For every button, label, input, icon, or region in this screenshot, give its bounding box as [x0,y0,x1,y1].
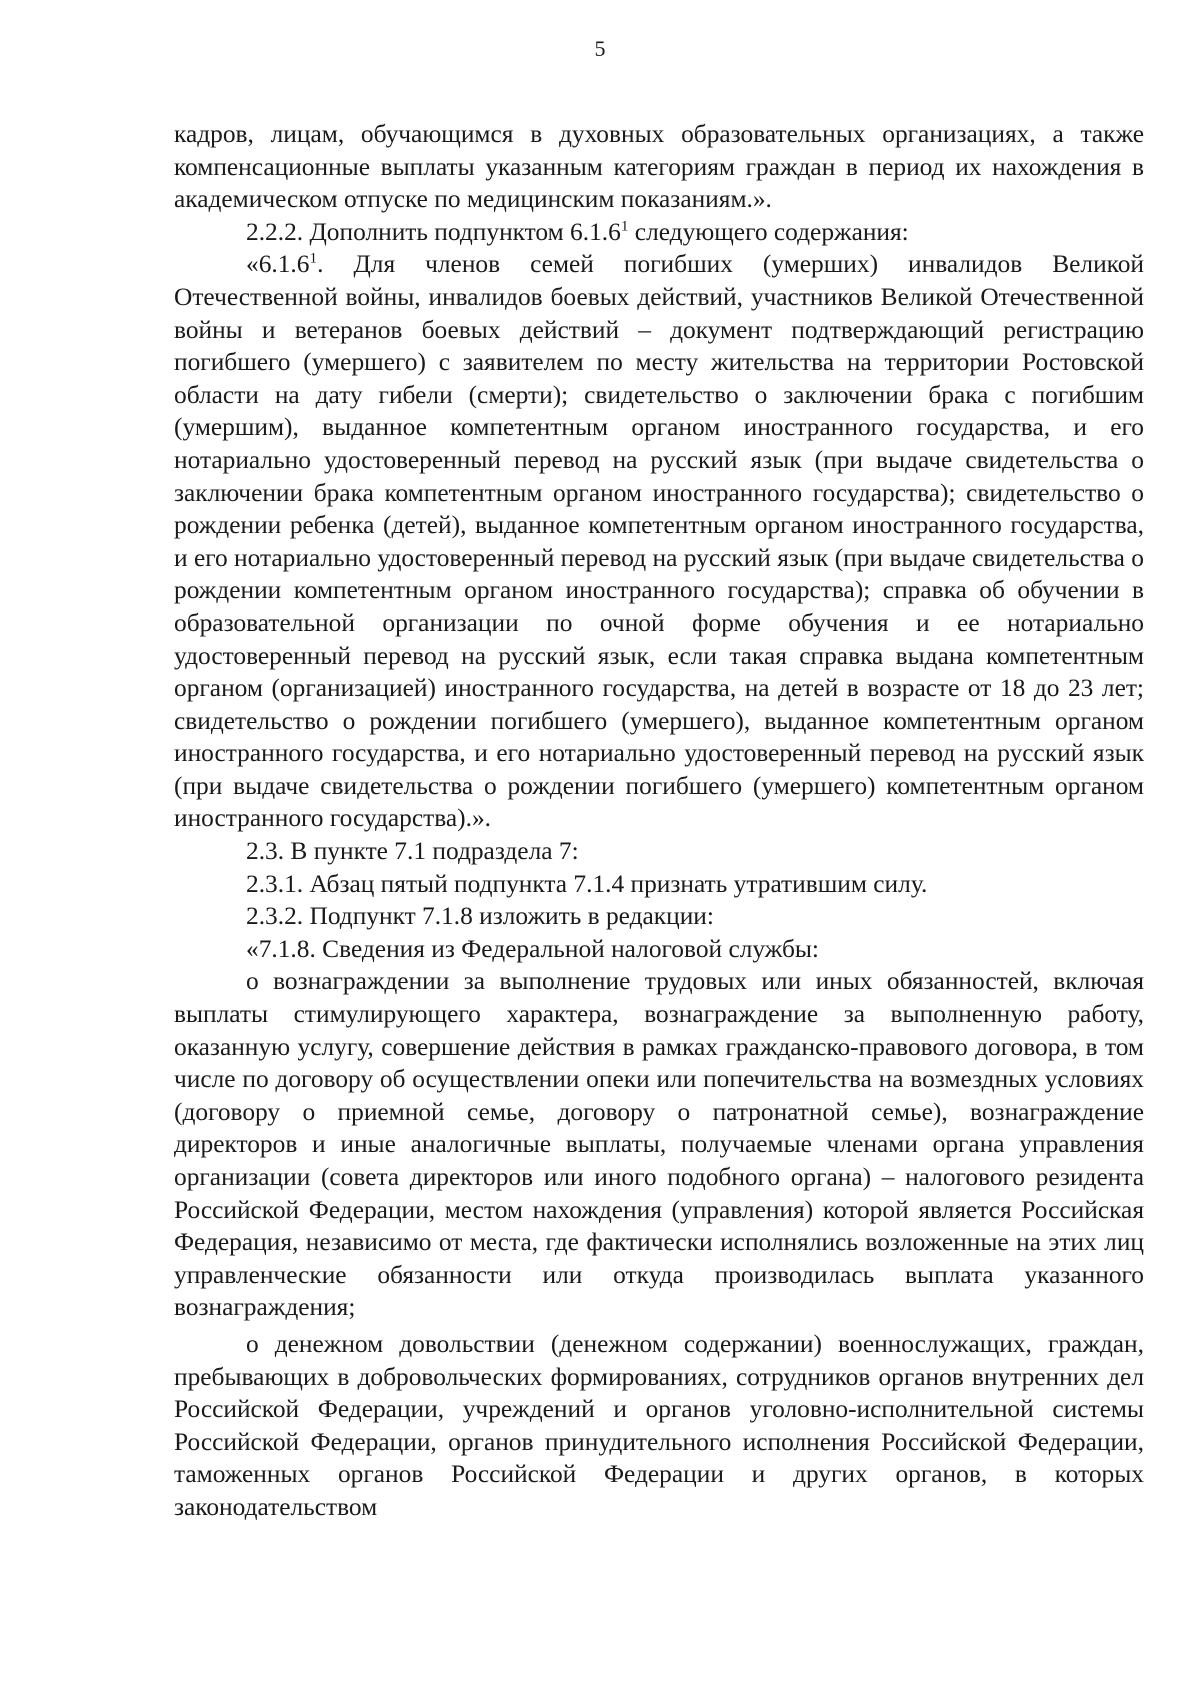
superscript: 1 [620,217,629,235]
page-number: 5 [594,36,606,61]
paragraph-text: 2.2.2. Дополнить подпунктом 6.1.6 [246,217,621,246]
document-body [174,118,1144,1524]
paragraph-text: «6.1.6 [246,250,310,279]
paragraph-text: . Для членов семей погибших (умерших) инвалидов Великой Отечественной войны, инвалидов боевых действий, участников Великой Отечественной войны и ветеранов боевых действий – документ подтверждающий регистрацию погибшего (умершего) с заявителем по месту жительства на территории Ростовской области на дату гибели (смерти); свидетельство о заключении брака с погибшим (умершим), выданное компетентным органом иностранного государства, и его нотариально удостоверенный перевод на русский язык (при выдаче свидетельства о заключении брака компетентным органом иностранного государства); свидетельство о рождении ребенка (детей), выданное компетентным органом иностранного государства, и его нотариально удостоверенный перевод на русский язык (при выдаче свидетельства о рождении компетентным органом иностранного государства); справка об обучении в образовательной организации по очной форме обучения и ее нотариально удостоверенный перевод на русский язык, если такая справка выдана компетентным органом (организацией) иностранного государства, на детей в возрасте от 18 до 23 лет; свидетельство о рождении погибшего (умершего), выданное компетентным органом иностранного государства, и его нотариально удостоверенный перевод на русский язык (при выдаче свидетельства о рождении погибшего (умершего) компетентным органом иностранного государства).». [174,250,1144,833]
paragraph [174,216,1144,249]
paragraph [174,248,1144,835]
paragraph: 2.3. В пункте 7.1 подраздела 7: [246,837,579,866]
paragraph-text: следующего содержания: [628,217,909,246]
paragraph: кадров, лицам, обучающимся в духовных образовательных организациях, а также компенсационные выплаты указанным категориям граждан в период их нахождения в академическом отпуске по медицинским показаниям.». [174,120,1144,214]
paragraph: о денежном довольствии (денежном содержании) военнослужащих, граждан, пребывающих в добровольческих формированиях, сотрудников органов внутренних дел Российской Федерации, учреждений и органов уголовно-исполнительной системы Российской Федерации, органов принудительного исполнения Российской Федерации, таможенных органов Российской Федерации и других органов, в которых законодательством [174,1329,1144,1521]
paragraph: «7.1.8. Сведения из Федеральной налоговой службы: [246,934,819,963]
superscript: 1 [309,249,318,267]
paragraph: 2.3.2. Подпункт 7.1.8 изложить в редакции: [246,902,714,931]
paragraph: о вознаграждении за выполнение трудовых или иных обязанностей, включая выплаты стимулирующего характера, вознаграждение за выполненную работу, оказанную услугу, совершение действия в рамках гражданско-правового договора, в том числе по договору об осуществлении опеки или попечительства на возмездных условиях (договору о приемной семье, договору о патронатной семье), вознаграждение директоров и иные аналогичные выплаты, получаемые членами органа управления организации (совета директоров или иного подобного органа) – налогового резидента Российской Федерации, местом нахождения (управления) которой является Российская Федерация, независимо от места, где фактически исполнялись возложенные на этих лиц управленческие обязанности или откуда производилась выплата указанного вознаграждения; [174,967,1144,1322]
paragraph: 2.3.1. Абзац пятый подпункта 7.1.4 признать утратившим силу. [246,869,928,898]
